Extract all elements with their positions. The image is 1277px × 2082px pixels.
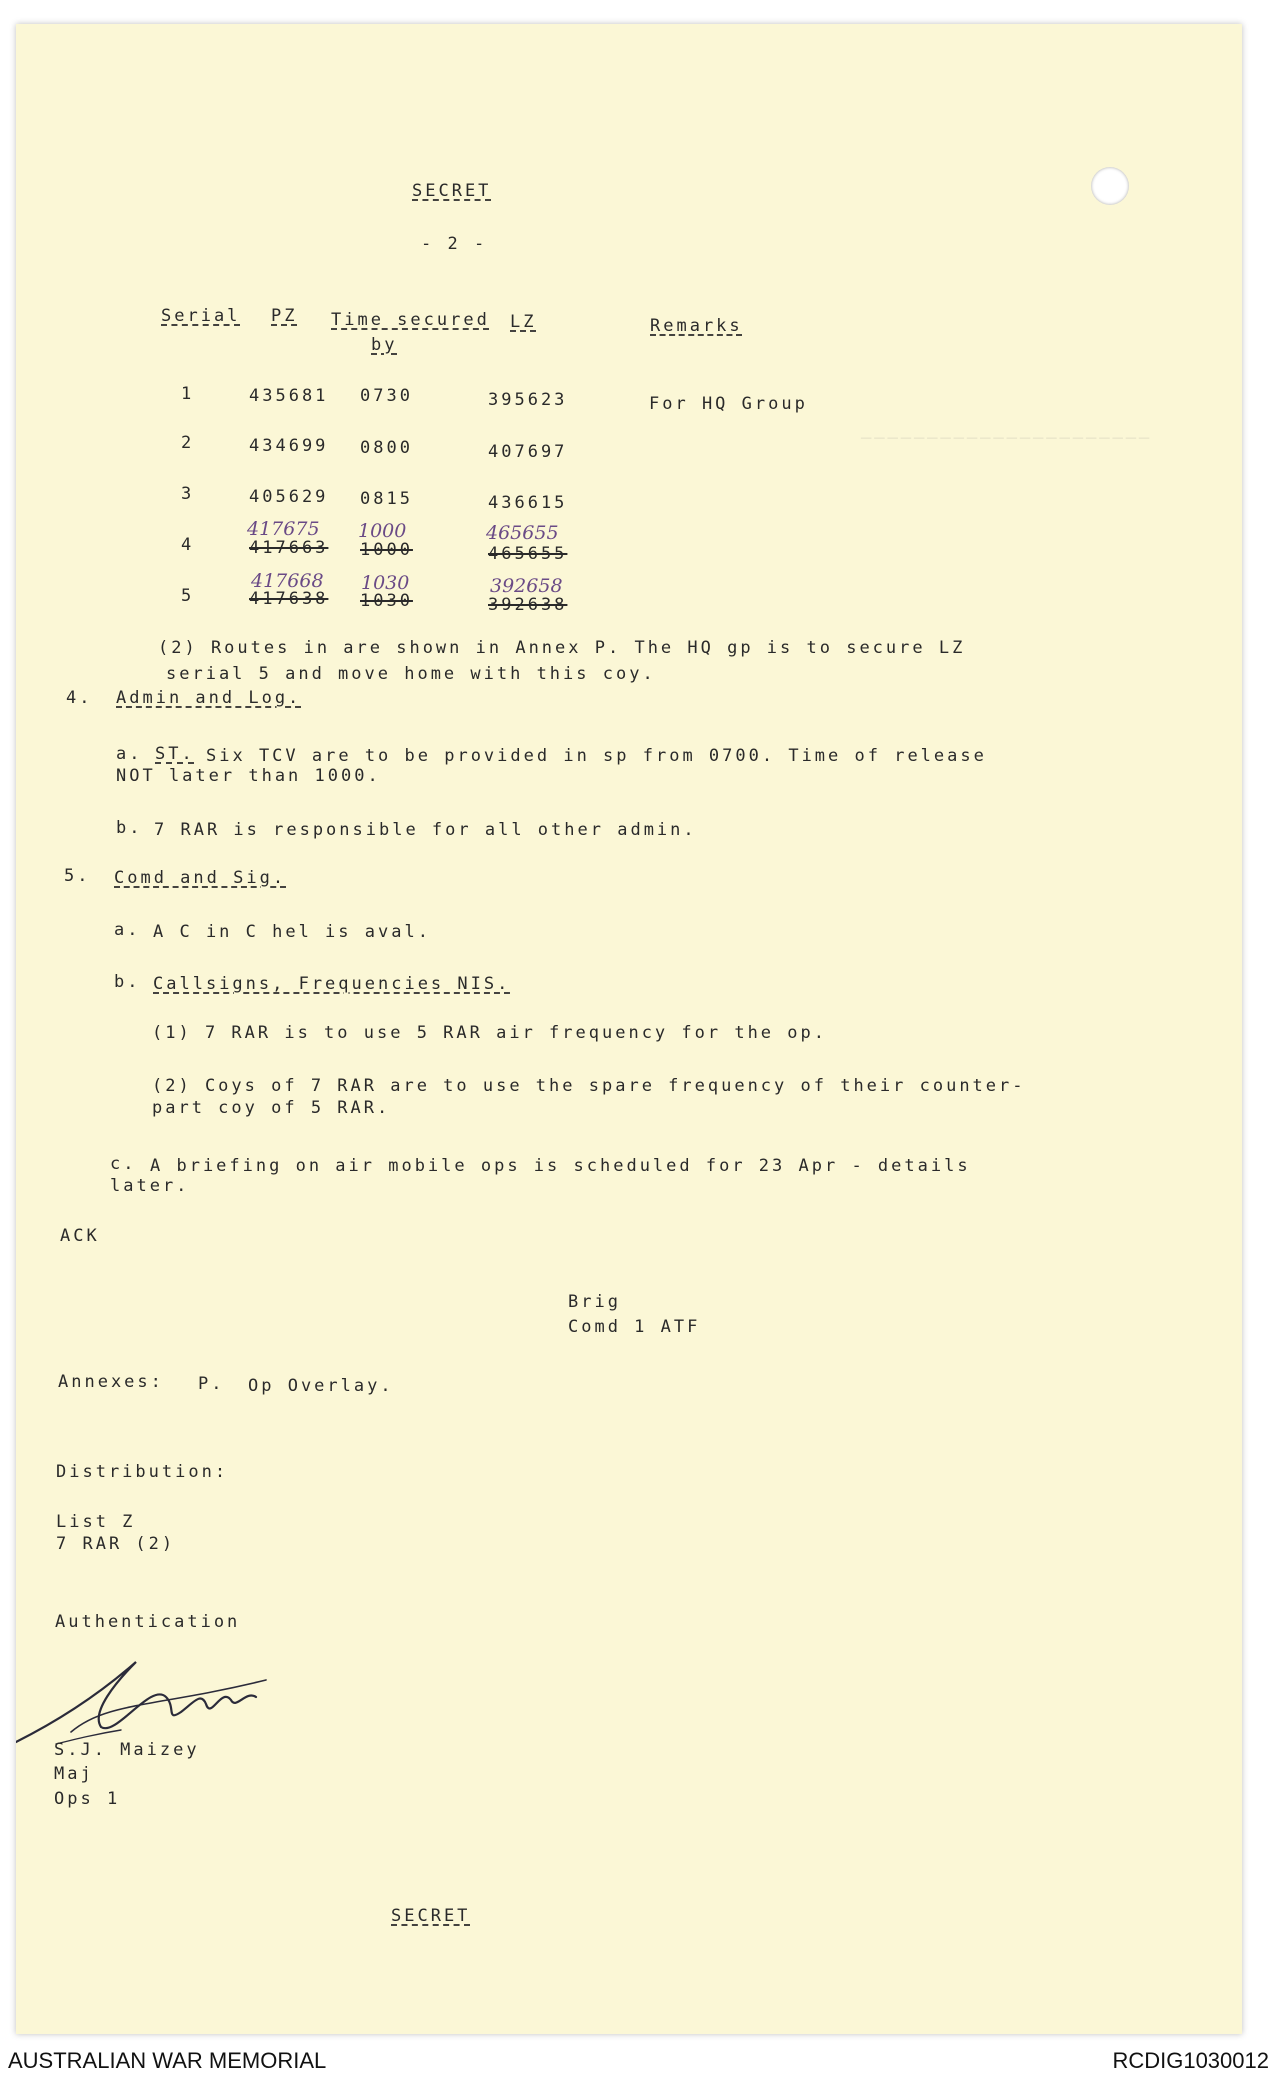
table-row-5-time-correction: 1030: [361, 572, 410, 594]
section-4b-text: 7 RAR is responsible for all other admin.: [154, 820, 697, 840]
routes-line-1: (2) Routes in are shown in Annex P. The HQ gp is to secure LZ: [158, 638, 966, 658]
table-row-3-serial: 3: [181, 484, 195, 504]
section-4a-line-2: NOT later than 1000.: [116, 766, 381, 786]
section-5c-line-1: A briefing on air mobile ops is scheduled for 23 Apr - details: [150, 1156, 971, 1176]
routes-line-2: serial 5 and move home with this coy.: [166, 664, 656, 684]
table-row-4-serial: 4: [181, 535, 195, 555]
section-5c-line-2: later.: [110, 1176, 190, 1196]
page-number: - 2 -: [421, 234, 488, 254]
section-5b-heading: Callsigns, Frequencies NIS.: [153, 974, 511, 994]
signoff-rank: Brig: [568, 1292, 621, 1312]
document-page: [16, 24, 1242, 2034]
table-row-5-lz: 392638: [488, 595, 568, 615]
section-4a-st: ST.: [155, 744, 195, 764]
section-5b-2-line-1: (2) Coys of 7 RAR are to use the spare frequency of their counter-: [152, 1076, 1026, 1096]
section-5b-label: b.: [114, 972, 141, 992]
table-row-3-time: 0815: [360, 489, 413, 509]
authentication-label: Authentication: [55, 1612, 241, 1632]
show-through-text: ──────────────────────: [861, 429, 1153, 449]
table-row-5-serial: 5: [181, 586, 195, 606]
table-row-1-pz: 435681: [249, 386, 329, 406]
section-4-heading: Admin and Log.: [116, 688, 302, 708]
table-row-2-time: 0800: [360, 438, 413, 458]
table-row-4-time-correction: 1000: [358, 520, 407, 542]
ack-label: ACK: [60, 1226, 100, 1246]
section-5-heading: Comd and Sig.: [114, 868, 287, 888]
signatory-role: Ops 1: [54, 1789, 121, 1809]
section-4a-label: a.: [116, 744, 143, 764]
classification-top: SECRET: [412, 181, 492, 201]
header-pz: PZ: [271, 306, 298, 326]
table-row-2-pz: 434699: [249, 436, 329, 456]
table-row-3-lz: 436615: [488, 493, 568, 513]
table-row-1-lz: 395623: [488, 390, 568, 410]
table-row-5-pz: 417638: [249, 589, 329, 609]
table-row-5-pz-correction: 417668: [251, 570, 324, 592]
footer-record-id: RCDIG1030012: [1112, 2048, 1269, 2073]
section-5b-2-line-2: part coy of 5 RAR.: [152, 1098, 391, 1118]
header-serial: Serial: [161, 306, 241, 326]
table-row-4-lz-correction: 465655: [486, 522, 559, 544]
section-5a-text: A C in C hel is aval.: [153, 922, 431, 942]
section-5-number: 5.: [64, 866, 91, 886]
signatory-rank: Maj: [54, 1764, 94, 1784]
table-row-1-remarks: For HQ Group: [649, 394, 808, 414]
table-row-1-serial: 1: [181, 384, 195, 404]
section-5a-label: a.: [114, 920, 141, 940]
classification-bottom: SECRET: [391, 1906, 471, 1926]
section-5c-label: c.: [110, 1154, 137, 1174]
distribution-line-2: 7 RAR (2): [56, 1534, 176, 1554]
annex-title: Op Overlay.: [248, 1376, 394, 1396]
header-remarks: Remarks: [650, 316, 743, 336]
table-row-4-time: 1000: [360, 540, 413, 560]
footer-archive-name: AUSTRALIAN WAR MEMORIAL: [8, 2048, 327, 2073]
section-5b-1: (1) 7 RAR is to use 5 RAR air frequency for the op.: [152, 1023, 827, 1043]
signoff-appointment: Comd 1 ATF: [568, 1317, 701, 1337]
annexes-label: Annexes:: [58, 1372, 164, 1392]
handwritten-signature: [16, 1642, 276, 1752]
section-4b-label: b.: [116, 818, 143, 838]
table-row-3-pz: 405629: [249, 487, 329, 507]
table-row-2-lz: 407697: [488, 442, 568, 462]
punch-hole: [1091, 167, 1129, 205]
table-row-5-time: 1030: [360, 591, 413, 611]
header-time-secured: Time secured: [331, 310, 490, 330]
header-time-by: by: [371, 335, 398, 355]
header-lz: LZ: [510, 312, 537, 332]
signatory-name: S.J. Maizey: [54, 1740, 200, 1760]
table-row-5-lz-correction: 392658: [490, 575, 563, 597]
distribution-line-1: List Z: [56, 1512, 136, 1532]
table-row-1-time: 0730: [360, 386, 413, 406]
table-row-2-serial: 2: [181, 433, 195, 453]
section-4-number: 4.: [66, 688, 93, 708]
table-row-4-lz: 465655: [488, 544, 568, 564]
distribution-label: Distribution:: [56, 1462, 229, 1482]
table-row-4-pz: 417663: [249, 538, 329, 558]
section-4a-line-1: Six TCV are to be provided in sp from 0700. Time of release: [206, 746, 987, 766]
table-row-4-pz-correction: 417675: [247, 518, 320, 540]
annex-letter: P.: [198, 1374, 225, 1394]
